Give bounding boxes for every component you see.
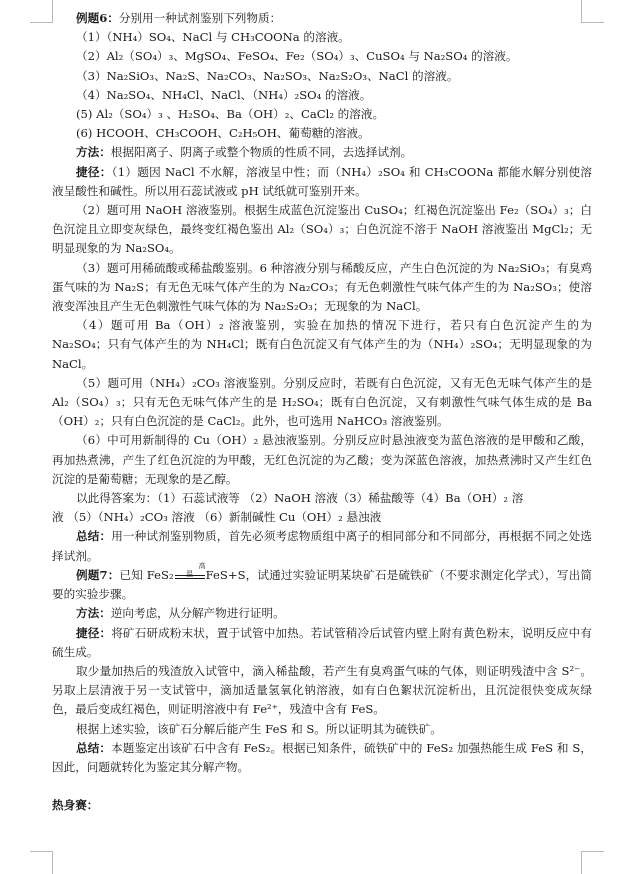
example6-item-3: （3）Na₂SiO₃、Na₂S、Na₂CO₃、Na₂SO₃、Na₂S₂O₃、NaCl 的溶液。	[76, 68, 459, 83]
method-label: 方法：	[76, 145, 111, 160]
summary-label: 总结：	[76, 529, 112, 544]
example7-summary	[52, 739, 592, 777]
document-page	[52, 9, 592, 815]
example6-shortcut-3: （3）题可用稀硫酸或稀盐酸鉴别。6 种溶液分别与稀酸反应，产生白色沉淀的为 Na₂SiO₃；有臭鸡蛋气味的为 Na₂S；有无色无味气体产生的为 Na₂CO₃；有无色刺激性气味气体产生的为 Na₂SO₃；使溶液变浑浊且产生无色刺激性气味气体的为 Na₂S₂O₃；无现象的为 NaCl。	[52, 260, 592, 314]
shortcut-text-1: （1）题因 NaCl 不水解，溶液呈中性；而（NH₄）₂SO₄ 和 CH₃COONa 都能水解分别使溶液呈酸性和碱性。所以用石蕊试液或 pH 试纸就可鉴别开来。	[52, 164, 592, 198]
example6-method	[52, 143, 592, 162]
shortcut-label: 捷径：	[76, 164, 112, 179]
example6-shortcut-2: （2）题可用 NaOH 溶液鉴别。根据生成蓝色沉淀鉴出 CuSO₄；红褐色沉淀鉴出 Fe₂（SO₄）₃；白色沉淀且立即变灰绿色，最终变红褐色鉴出 Al₂（SO₄）₃；白色沉淀不溶于 NaOH 溶液鉴出 MgCl₂；无明显现象的为 Na₂SO₄。	[52, 203, 592, 256]
example6-shortcut-1	[52, 163, 592, 201]
example6-title: 例题6：	[76, 11, 119, 25]
warmup-title: 热身赛：	[52, 798, 99, 813]
example7-shortcut	[52, 624, 592, 662]
example6-shortcut-6: （6）中可用新制得的 Cu（OH）₂ 悬浊液鉴别。分别反应时悬浊液变为蓝色溶液的是甲酸和乙酸，再加热煮沸，产生了红色沉淀的为甲酸，无红色沉淀的为乙酸；变为深蓝色溶液，加热煮沸时又产生红色沉淀的是葡萄糖；无现象的是乙醇。	[52, 433, 592, 486]
example7-summary-label: 总结：	[76, 740, 112, 755]
example6-prompt: 分别用一种试剂鉴别下列物质：	[118, 11, 282, 25]
example6-item-6: (6) HCOOH、CH₃COOH、C₂H₅OH、葡萄糖的溶液。	[76, 126, 370, 141]
page-corner-mark-bottom-left	[30, 851, 53, 874]
example7-title: 例题7：	[76, 567, 120, 582]
example6-item-4: （4）Na₂SO₄、NH₄Cl、NaCl、（NH₄）₂SO₄ 的溶液。	[76, 87, 372, 102]
page-corner-mark-bottom-right	[581, 851, 604, 874]
example7-method	[52, 604, 592, 623]
example7-summary-text: 本题鉴定出该矿石中含有 FeS₂。根据已知条件，硫铁矿中的 FeS₂ 加强热能生成 FeS 和 S，因此，问题就转化为鉴定其分解产物。	[52, 740, 592, 774]
example6-item-2: （2）Al₂（SO₄）₃、MgSO₄、FeSO₄、Fe₂（SO₄）₃、CuSO₄ 与 Na₂SO₄ 的溶液。	[76, 49, 518, 64]
method-text: 根据阳离子、阴离子或整个物质的性质不同，去选择试剂。	[110, 145, 413, 160]
example6-heading	[52, 9, 592, 28]
reaction-condition: 高温	[186, 561, 206, 578]
example7-shortcut-text: 将矿石研成粉末状，置于试管中加热。若试管稍冷后试管内壁上附有黄色粉末，说明反应中有硫生成。	[52, 625, 592, 659]
example6-item-5: (5) Al₂（SO₄）₃ 、H₂SO₄、Ba（OH）₂、CaCl₂ 的溶液。	[76, 107, 385, 122]
example6-shortcut-4: （4）题可用 Ba（OH）₂ 溶液鉴别，实验在加热的情况下进行，若只有白色沉淀产生的为 Na₂SO₄；只有气体产生的为 NH₄Cl；既有白色沉淀又有气体产生的为（NH₄）₂SO₄；无明显现象的为 NaCl。	[52, 318, 592, 371]
example6-item-1: （1）（NH₄）SO₄、NaCl 与 CH₃COONa 的溶液。	[76, 30, 350, 45]
example7-intro-b: FeS+S，试通过实验证明某块矿石是硫铁矿（不要求测定化学式），写出简要的实验步骤。	[52, 567, 592, 602]
example7-shortcut-label: 捷径：	[76, 625, 112, 640]
example6-answer-line-2: 液 （5）（NH₄）₂CO₃ 溶液 （6）新制碱性 Cu（OH）₂ 悬浊液	[52, 510, 382, 525]
example6-answer-line-1: 以此得答案为：（1）石蕊试液等 （2）NaOH 溶液（3）稀盐酸等（4）Ba（OH）₂ 溶	[76, 491, 524, 506]
reaction-arrow-icon	[175, 561, 206, 581]
example7-intro-a: 已知 FeS₂	[119, 567, 174, 582]
example7-paragraph-2: 取少量加热后的残渣放入试管中，滴入稀盐酸，若产生有臭鸡蛋气味的气体，则证明残渣中含 S²⁻。另取上层清液于另一支试管中，滴加适量氢氧化钠溶液，如有白色絮状沉淀析出，且沉淀很快变成灰绿色，最后变成红褐色，则证明溶液中有 Fe²⁺，残渣中含有 FeS。	[52, 663, 592, 717]
summary-text: 用一种试剂鉴别物质，首先必须考虑物质组中离子的相同部分和不同部分，再根据不同之处选择试剂。	[52, 529, 592, 563]
example6-shortcut-5: （5）题可用（NH₄）₂CO₃ 溶液鉴别。分别反应时，若既有白色沉淀，又有无色无味气体产生的是 Al₂（SO₄）₃；只有无色无味气体产生的是 H₂SO₄；既有白色沉淀，又有刺激性气味气体生成的是 Ba（OH）₂；只有白色沉淀的是 CaCl₂。此外，也可选用 NaHCO₃ 溶液鉴别。	[52, 375, 592, 429]
warmup-heading	[52, 796, 592, 815]
example6-summary	[52, 527, 592, 565]
example7-paragraph-3: 根据上述实验，该矿石分解后能产生 FeS 和 S。所以证明其为硫铁矿。	[76, 721, 442, 736]
example7-method-label: 方法：	[76, 606, 111, 621]
example7-method-text: 逆向考虑，从分解产物进行证明。	[110, 606, 285, 621]
example7-intro	[52, 561, 592, 604]
page-corner-mark-top-left	[30, 0, 53, 23]
